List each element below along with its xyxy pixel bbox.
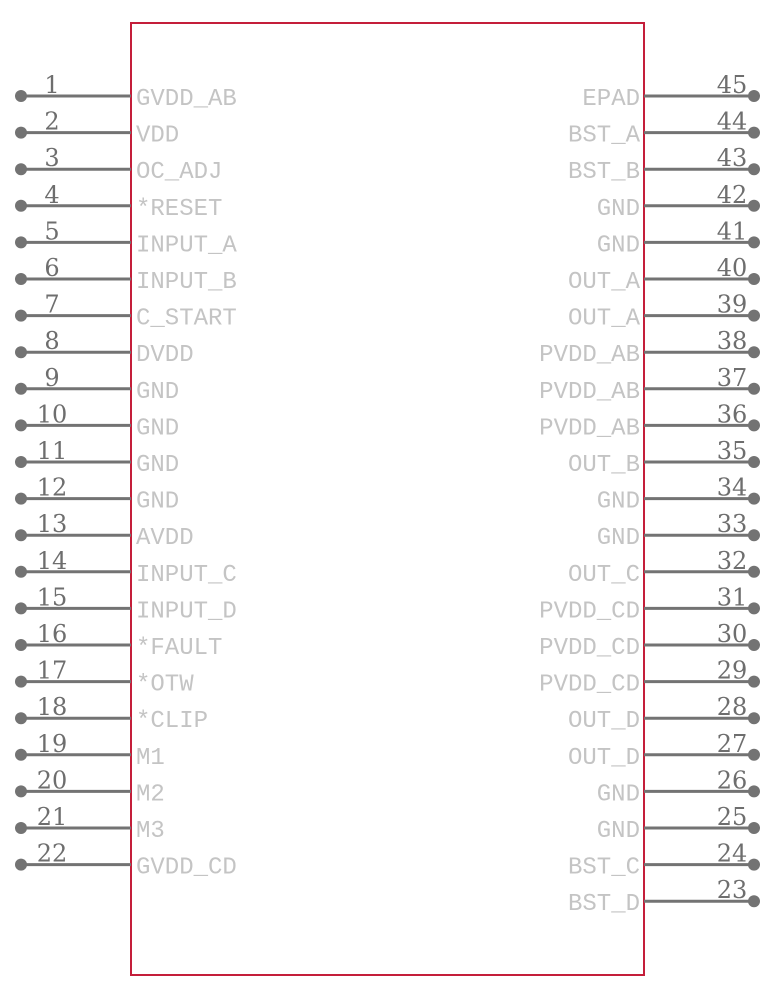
pin-name: OUT_B [567,452,640,479]
pin-name: GND [136,378,180,406]
pin-number: 44 [716,107,748,136]
pin-name: OC_ADJ [136,159,223,187]
pin-terminal-dot [15,310,27,322]
pin-terminal-dot [15,749,27,761]
pin-number: 19 [36,729,68,758]
pin-name: BST_B [567,159,640,187]
pin-terminal-dot [15,163,27,175]
pin-2 [15,108,179,150]
pin-number: 21 [36,803,68,831]
pin-number: 34 [716,473,748,502]
pin-name: *CLIP [136,708,209,736]
pin-terminal-dot [15,493,27,505]
pin-number: 38 [716,327,748,356]
pin-terminal-dot [15,639,27,651]
pin-number: 27 [716,729,748,758]
pin-number: 33 [716,510,748,539]
pin-number: 9 [44,363,60,392]
pin-number: 1 [44,71,60,99]
pin-terminal-dot [15,127,27,139]
pin-terminal-dot [15,419,27,431]
pin-terminal-dot [748,163,760,175]
pin-number: 16 [36,620,68,648]
pin-terminal-dot [15,676,27,688]
pin-number: 10 [36,400,68,429]
pin-name: GND [596,195,640,223]
left-pin-group [15,71,237,882]
pin-number: 37 [716,363,748,392]
pin-number: 26 [716,766,748,795]
pin-number: 45 [716,71,748,99]
pin-terminal-dot [748,90,760,102]
pin-terminal-dot [748,529,760,541]
right-pin-group [539,71,760,918]
pin-name: GND [596,488,640,516]
pin-name: GVDD_CD [136,854,237,882]
pin-terminal-dot [15,200,27,212]
pin-name: *RESET [136,195,223,223]
pin-terminal-dot [748,712,760,724]
pin-terminal-dot [15,859,27,871]
pin-terminal-dot [15,236,27,248]
pin-number: 20 [36,766,68,795]
pin-terminal-dot [748,456,760,468]
pin-name: AVDD [136,525,194,553]
pin-name: M2 [136,781,165,809]
pin-number: 14 [36,546,68,575]
pin-name: GND [136,452,180,479]
pin-number: 43 [716,144,748,173]
pin-name: OUT_C [567,561,640,589]
pin-name: BST_D [567,891,640,919]
pin-name: GND [136,415,180,443]
pin-number: 31 [716,583,748,612]
pin-name: C_START [136,305,237,333]
pin-name: GVDD_AB [136,86,237,113]
pin-name: OUT_D [567,744,640,772]
pin-terminal-dot [748,602,760,614]
pin-number: 41 [716,217,748,246]
pin-number: 35 [716,437,748,465]
pin-terminal-dot [748,419,760,431]
pin-name: PVDD_AB [539,378,640,406]
pin-number: 28 [716,693,748,722]
pin-name: EPAD [582,86,640,113]
pin-name: OUT_D [567,708,640,736]
pin-number: 6 [44,254,60,282]
pin-terminal-dot [748,639,760,651]
pin-terminal-dot [748,749,760,761]
pin-number: 4 [44,180,60,209]
pin-number: 23 [716,876,748,905]
pin-name: GND [596,525,640,553]
pin-terminal-dot [15,456,27,468]
pin-name: INPUT_B [136,269,237,296]
pin-number: 3 [44,144,60,173]
pin-terminal-dot [748,346,760,358]
pin-name: PVDD_CD [539,671,640,699]
pin-number: 29 [716,656,748,685]
pin-terminal-dot [748,785,760,797]
pin-name: PVDD_CD [539,635,640,662]
pin-name: M1 [136,744,165,772]
pin-terminal-dot [15,602,27,614]
pin-number: 2 [44,107,60,136]
pin-terminal-dot [15,785,27,797]
pin-number: 17 [36,656,68,685]
pin-number: 12 [36,473,68,502]
pin-terminal-dot [15,529,27,541]
pin-number: 18 [36,693,68,722]
pin-terminal-dot [15,346,27,358]
pin-number: 5 [44,217,60,246]
pin-terminal-dot [15,273,27,285]
pin-number: 30 [716,620,748,648]
pin-name: PVDD_AB [539,415,640,443]
pin-name: GND [596,232,640,260]
pin-number: 7 [44,290,60,319]
pin-22 [15,840,237,882]
pin-terminal-dot [15,822,27,834]
pin-name: GND [136,488,180,516]
pin-name: PVDD_CD [539,598,640,626]
pin-terminal-dot [748,273,760,285]
pin-terminal-dot [748,895,760,907]
pin-terminal-dot [748,200,760,212]
pin-number: 36 [716,400,748,429]
pin-number: 40 [716,254,748,282]
pin-number: 25 [716,803,748,831]
pin-name: PVDD_AB [539,342,640,370]
pin-terminal-dot [748,383,760,395]
pin-name: INPUT_D [136,598,237,626]
pin-terminal-dot [748,493,760,505]
pin-terminal-dot [15,712,27,724]
pin-number: 24 [716,839,748,868]
pin-terminal-dot [748,566,760,578]
pin-terminal-dot [15,566,27,578]
pin-number: 22 [36,839,68,868]
pin-terminal-dot [748,127,760,139]
pin-number: 39 [716,290,748,319]
pin-number: 15 [36,583,68,612]
pin-name: INPUT_C [136,561,237,589]
pin-name: BST_A [567,122,640,150]
pin-terminal-dot [748,236,760,248]
pin-23 [568,876,760,918]
pin-name: GND [596,818,640,845]
pin-8 [15,327,194,369]
pin-number: 32 [716,546,748,575]
pin-name: INPUT_A [136,232,237,260]
pin-number: 42 [716,180,748,209]
pin-name: BST_C [567,854,640,882]
pin-name: *OTW [136,671,194,699]
pin-name: *FAULT [136,635,223,662]
pin-terminal-dot [748,676,760,688]
pin-name: OUT_A [567,269,640,296]
pin-terminal-dot [15,90,27,102]
pin-terminal-dot [748,310,760,322]
pin-name: VDD [136,122,180,150]
pin-number: 8 [44,327,60,356]
pin-terminal-dot [748,859,760,871]
pin-number: 11 [36,437,68,465]
pin-terminal-dot [15,383,27,395]
pin-name: DVDD [136,342,194,370]
pin-number: 13 [36,510,68,539]
pin-terminal-dot [748,822,760,834]
pin-name: M3 [136,818,165,845]
pin-name: GND [596,781,640,809]
pin-name: OUT_A [567,305,640,333]
